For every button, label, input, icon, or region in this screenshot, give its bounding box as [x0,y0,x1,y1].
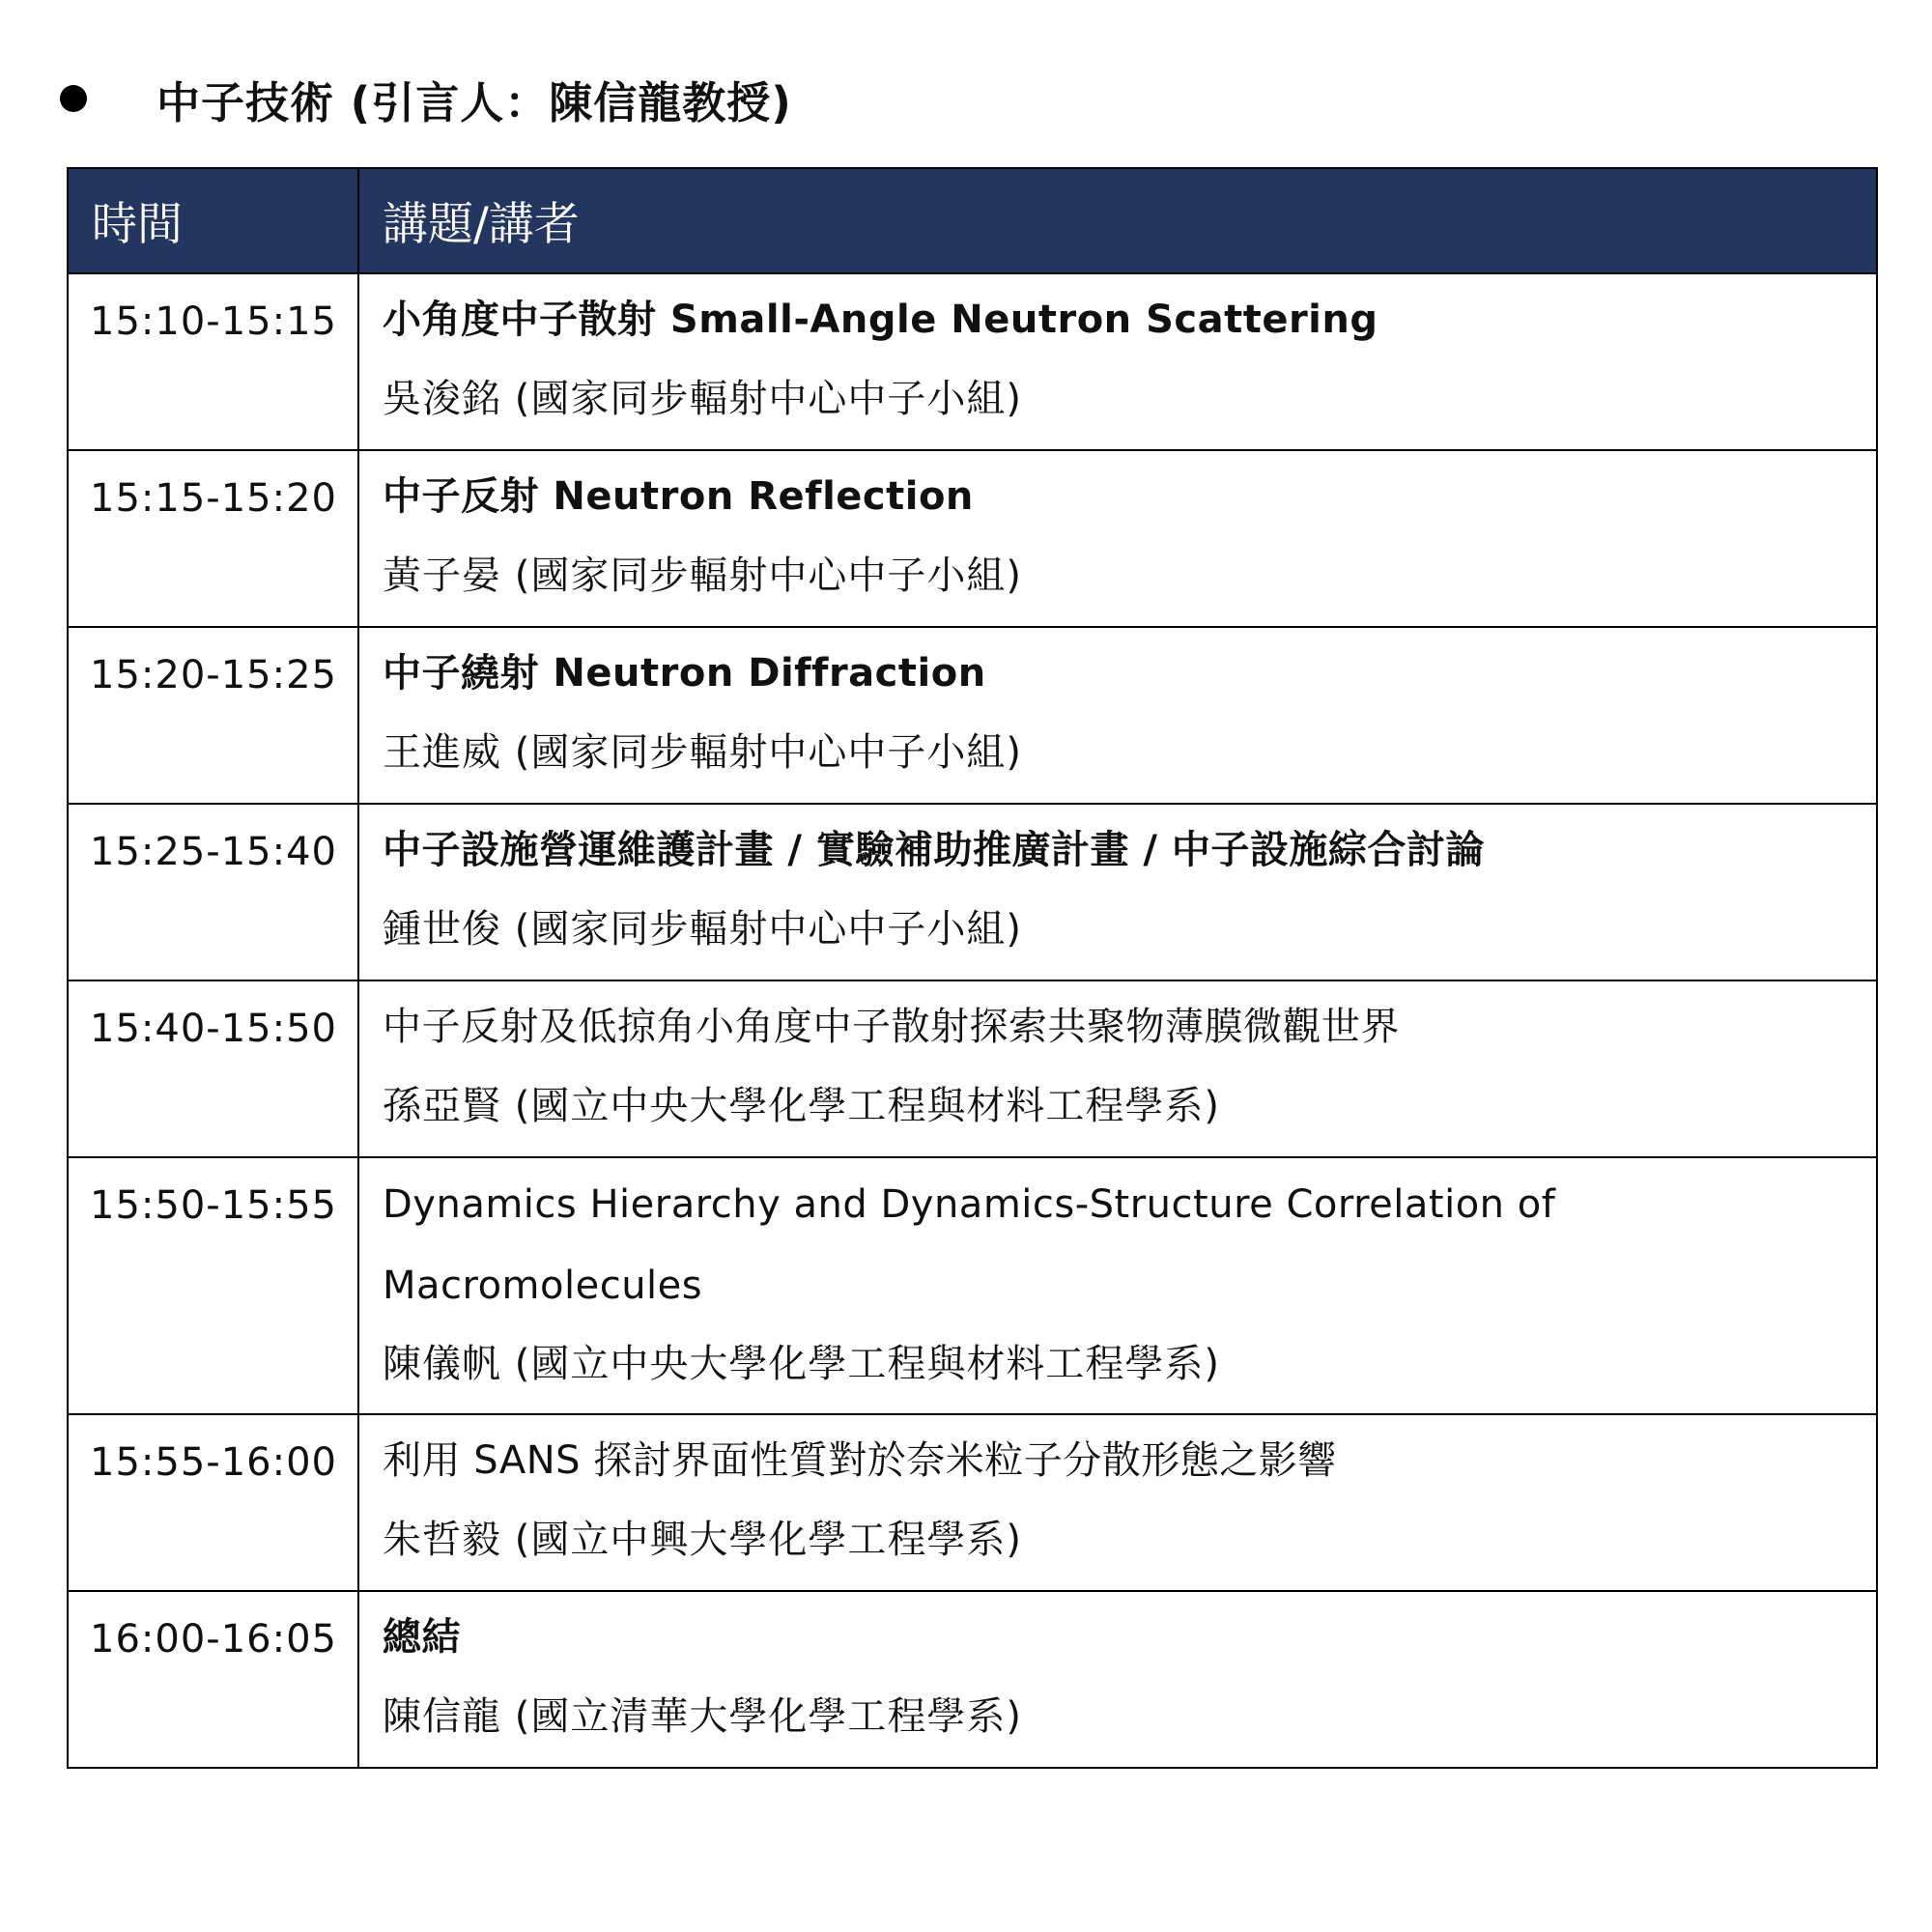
table-row [68,627,1877,804]
time-cell: 15:40-15:50 [68,980,358,1157]
table-row [68,1157,1877,1414]
section-heading [60,60,792,137]
talk-title: 總結 [383,1615,461,1660]
table-row [68,1591,1877,1768]
speaker: 陳儀帆 (國立中央大學化學工程與材料工程學系) [383,1342,1220,1386]
time-cell: 15:15-15:20 [68,450,358,627]
time-cell: 16:00-16:05 [68,1591,358,1768]
topic-cell [358,1414,1877,1591]
time-cell: 15:20-15:25 [68,627,358,804]
topic-cell [358,273,1877,450]
speaker: 孫亞賢 (國立中央大學化學工程與材料工程學系) [383,1084,1220,1128]
table-row [68,980,1877,1157]
speaker: 鍾世俊 (國家同步輻射中心中子小組) [383,907,1022,952]
speaker: 陳信龍 (國立清華大學化學工程學系) [383,1694,1022,1739]
talk-title: 中子繞射 Neutron Diffraction [383,651,986,696]
time-cell: 15:10-15:15 [68,273,358,450]
talk-title: 小角度中子散射 Small-Angle Neutron Scattering [383,298,1378,342]
speaker: 吳浚銘 (國家同步輻射中心中子小組) [383,377,1022,421]
talk-title: Dynamics Hierarchy and Dynamics-Structure Correlation of Macromolecules [383,1182,1556,1308]
talk-title: 中子設施營運維護計畫 / 實驗補助推廣計畫 / 中子設施綜合討論 [383,828,1485,872]
talk-title: 利用 SANS 探討界面性質對於奈米粒子分散形態之影響 [383,1438,1337,1483]
section-title: 中子技術 (引言人：陳信龍教授) [156,76,792,128]
talk-title: 中子反射 Neutron Reflection [383,474,974,519]
time-cell: 15:25-15:40 [68,804,358,980]
topic-cell [358,627,1877,804]
bullet-icon [60,85,87,112]
topic-cell [358,450,1877,627]
topic-cell [358,804,1877,980]
table-header-row [68,168,1877,273]
speaker: 王進威 (國家同步輻射中心中子小組) [383,730,1022,775]
speaker: 朱哲毅 (國立中興大學化學工程學系) [383,1518,1022,1562]
topic-column-header: 講題/講者 [358,168,1877,273]
table-row [68,273,1877,450]
talk-title: 中子反射及低掠角小角度中子散射探索共聚物薄膜微觀世界 [383,1005,1400,1049]
time-cell: 15:55-16:00 [68,1414,358,1591]
schedule-table [67,167,1878,1769]
topic-cell [358,980,1877,1157]
topic-cell [358,1591,1877,1768]
table-row [68,1414,1877,1591]
time-column-header: 時間 [68,168,358,273]
time-cell: 15:50-15:55 [68,1157,358,1414]
table-row [68,450,1877,627]
topic-cell [358,1157,1877,1414]
table-row [68,804,1877,980]
speaker: 黃子晏 (國家同步輻射中心中子小組) [383,554,1022,598]
